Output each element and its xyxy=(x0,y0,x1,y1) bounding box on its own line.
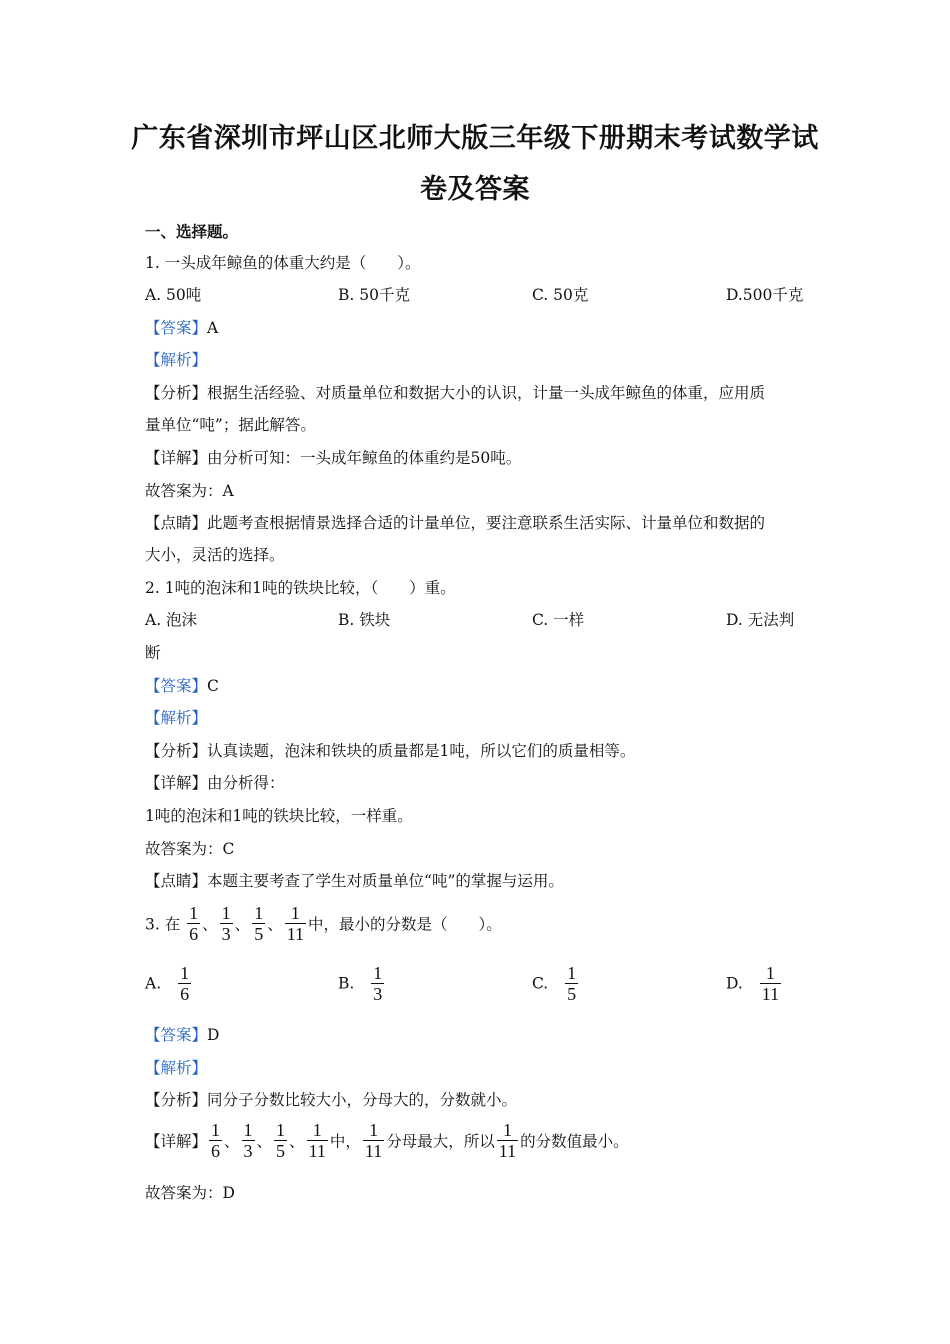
section-heading: 一、选择题。 xyxy=(145,223,239,241)
numerator: 1 xyxy=(180,963,190,983)
q2-option-d: D. 无法判 xyxy=(726,611,795,629)
denominator: 3 xyxy=(243,1141,253,1161)
numerator: 1 xyxy=(254,903,264,923)
separator: 、 xyxy=(224,1132,240,1151)
q2-option-d-wrap: 断 xyxy=(145,644,161,662)
denominator: 3 xyxy=(373,984,383,1004)
numerator: 1 xyxy=(369,1120,379,1140)
q3-question xyxy=(145,903,502,944)
fraction xyxy=(209,1120,222,1161)
q1-option-b: B. 50千克 xyxy=(338,286,410,304)
q2-fenxi xyxy=(145,739,635,761)
q1-answer xyxy=(145,316,218,338)
numerator: 1 xyxy=(189,903,199,923)
q2-option-c: C. 一样 xyxy=(532,611,585,629)
answer-value: D xyxy=(207,1026,220,1044)
fenxi-text: 根据生活经验、对质量单位和数据大小的认识，计量一头成年鲸鱼的体重，应用质 xyxy=(207,384,766,402)
dianjing-text: 本题主要考查了学生对质量单位“吨”的掌握与运用。 xyxy=(207,872,564,890)
numerator: 1 xyxy=(502,1120,512,1140)
answer-tag: 【答案】 xyxy=(145,677,208,695)
page-title-line1: 广东省深圳市坪山区北师大版三年级下册期末考试数学试 xyxy=(131,123,819,154)
separator: 、 xyxy=(202,915,218,934)
fraction xyxy=(497,1120,518,1161)
fraction xyxy=(363,1120,384,1161)
q1-option-d: D.500千克 xyxy=(726,286,804,304)
fraction xyxy=(565,963,578,1004)
detail-text: 由分析得： xyxy=(207,774,285,792)
numerator: 1 xyxy=(765,963,775,983)
fraction xyxy=(274,1120,287,1161)
q3-option-b xyxy=(338,963,386,1004)
denominator: 3 xyxy=(221,924,231,944)
fraction xyxy=(307,1120,328,1161)
q3-fenxi xyxy=(145,1088,517,1110)
detail-mid2: 分母最大，所以 xyxy=(386,1132,495,1151)
q2-analysis-tag: 【解析】 xyxy=(145,709,208,727)
fenxi-tag: 【分析】 xyxy=(145,384,208,402)
q1-detail xyxy=(145,446,521,468)
fenxi-text: 认真读题，泡沫和铁块的质量都是1吨，所以它们的质量相等。 xyxy=(207,742,636,760)
detail-tag: 【详解】 xyxy=(145,774,208,792)
numerator: 1 xyxy=(211,1120,221,1140)
q1-dianjing xyxy=(145,511,765,533)
fenxi-tag: 【分析】 xyxy=(145,742,208,760)
denominator: 5 xyxy=(567,984,577,1004)
denominator: 11 xyxy=(364,1141,383,1161)
page-title-line2: 卷及答案 xyxy=(420,174,530,205)
q1-final-answer: 故答案为：A xyxy=(145,482,234,500)
separator: 、 xyxy=(234,915,251,934)
dianjing-text: 此题考查根据情景选择合适的计量单位，要注意联系生活实际、计量单位和数据的 xyxy=(207,514,766,532)
q3-option-c xyxy=(532,963,580,1004)
numerator: 1 xyxy=(221,903,231,923)
q2-final-answer: 故答案为：C xyxy=(145,840,235,858)
fenxi-text: 同分子分数比较大小，分母大的，分数就小。 xyxy=(207,1091,518,1109)
detail-tag: 【详解】 xyxy=(145,449,208,467)
separator: 、 xyxy=(289,1132,305,1151)
q2-dianjing xyxy=(145,869,564,891)
q3-option-d xyxy=(726,963,783,1004)
fraction xyxy=(220,903,233,944)
denominator: 5 xyxy=(276,1141,286,1161)
fraction xyxy=(187,903,200,944)
denominator: 6 xyxy=(211,1141,221,1161)
denominator: 11 xyxy=(308,1141,326,1161)
fraction xyxy=(760,963,781,1004)
denominator: 11 xyxy=(761,984,780,1004)
detail-text: 由分析可知：一头成年鲸鱼的体重约是50吨。 xyxy=(207,449,522,467)
fraction xyxy=(252,903,265,944)
answer-value: A xyxy=(207,319,219,337)
numerator: 1 xyxy=(243,1120,253,1140)
denominator: 11 xyxy=(498,1141,517,1161)
option-label: C. xyxy=(532,974,549,993)
q2-option-a: A. 泡沫 xyxy=(145,611,198,629)
fraction xyxy=(371,963,384,1004)
separator: 、 xyxy=(267,915,283,934)
q2-question: 2. 1吨的泡沫和1吨的铁块比较，（ ）重。 xyxy=(145,579,456,597)
dianjing-tag: 【点睛】 xyxy=(145,872,208,890)
q1-fenxi-cont: 量单位“吨”；据此解答。 xyxy=(145,416,316,434)
numerator: 1 xyxy=(290,903,300,923)
q1-option-c: C. 50克 xyxy=(532,286,589,304)
dianjing-tag: 【点睛】 xyxy=(145,514,208,532)
numerator: 1 xyxy=(312,1120,322,1140)
q3-prefix: 3. 在 xyxy=(145,915,181,934)
q1-fenxi xyxy=(145,381,765,403)
numerator: 1 xyxy=(373,963,383,983)
option-label: A. xyxy=(145,974,162,993)
denominator: 5 xyxy=(254,924,264,944)
denominator: 6 xyxy=(189,924,199,944)
denominator: 6 xyxy=(180,984,190,1004)
fenxi-tag: 【分析】 xyxy=(145,1091,208,1109)
q2-answer xyxy=(145,674,219,696)
answer-tag: 【答案】 xyxy=(145,1026,208,1044)
numerator: 1 xyxy=(276,1120,286,1140)
q2-option-b: B. 铁块 xyxy=(338,611,391,629)
fraction xyxy=(178,963,191,1004)
detail-mid1: 中， xyxy=(329,1132,361,1151)
q1-option-a: A. 50吨 xyxy=(145,286,202,304)
detail-end: 的分数值最小。 xyxy=(520,1132,629,1151)
q2-detail-cont: 1吨的泡沫和1吨的铁块比较，一样重。 xyxy=(145,807,413,825)
q1-analysis-tag: 【解析】 xyxy=(145,351,208,369)
q3-analysis-tag: 【解析】 xyxy=(145,1059,208,1077)
numerator: 1 xyxy=(567,963,577,983)
q2-detail xyxy=(145,771,285,793)
q3-option-a xyxy=(145,963,193,1004)
fraction xyxy=(285,903,306,944)
q1-dianjing-cont: 大小，灵活的选择。 xyxy=(145,546,285,564)
denominator: 11 xyxy=(286,924,305,944)
answer-tag: 【答案】 xyxy=(145,319,208,337)
q3-suffix: 中，最小的分数是（ ）。 xyxy=(308,915,502,934)
option-label: B. xyxy=(338,974,355,993)
answer-value: C xyxy=(207,677,219,695)
option-label: D. xyxy=(726,974,743,993)
q3-answer xyxy=(145,1023,219,1045)
q3-final-answer: 故答案为：D xyxy=(145,1184,235,1202)
q1-question: 1. 一头成年鲸鱼的体重大约是（ ）。 xyxy=(145,254,421,272)
separator: 、 xyxy=(256,1132,273,1151)
q3-detail xyxy=(145,1120,629,1161)
fraction xyxy=(242,1120,255,1161)
detail-tag: 【详解】 xyxy=(145,1132,208,1151)
